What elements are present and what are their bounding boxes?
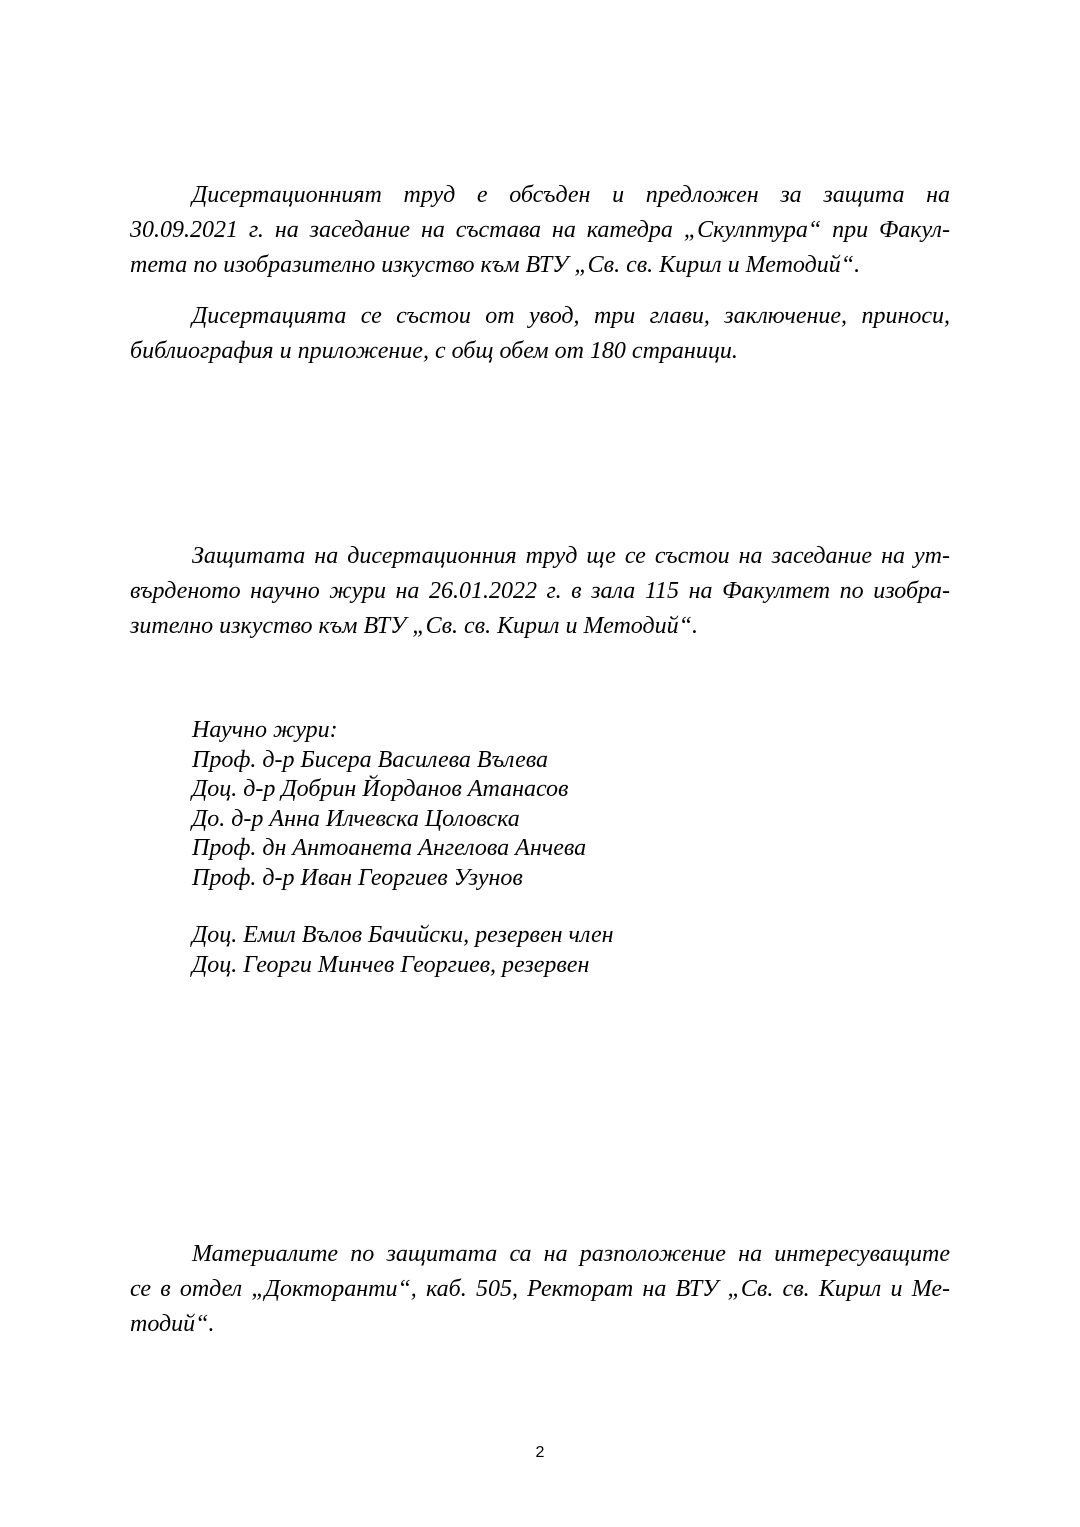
- paragraph-line: Дисертационният труд е обсъден и предложен за защита на: [192, 182, 950, 208]
- paragraph-line: тета по изобразително изкуство към ВТУ „Св. св. Кирил и Методий“.: [130, 252, 861, 278]
- paragraph-line: върденото научно жури на 26.01.2022 г. в зала 115 на Факултет по изобра-: [130, 578, 950, 604]
- paragraph-discussion: [130, 178, 950, 283]
- paragraph-line: библиография и приложение, с общ обем от 180 страници.: [130, 338, 738, 364]
- jury-member: Проф. дн Антоанета Ангелова Анчева: [192, 835, 587, 861]
- paragraph-structure: [130, 299, 950, 369]
- jury-reserve-member: Доц. Георги Минчев Георгиев, резервен: [192, 951, 590, 978]
- jury-list: [192, 716, 586, 893]
- jury-heading: Научно жури:: [192, 717, 338, 743]
- paragraph-line: се в отдел „Докторанти“, каб. 505, Ректорат на ВТУ „Св. св. Кирил и Ме-: [130, 1276, 950, 1302]
- jury-reserves: [192, 921, 614, 980]
- jury-member: Доц. д-р Добрин Йорданов Атанасов: [192, 776, 569, 802]
- paragraph-line: тодий“.: [130, 1311, 215, 1337]
- jury-member: Проф. д-р Бисера Василева Вълева: [192, 746, 549, 773]
- paragraph-line: Дисертацията се състои от увод, три глави, заключение, приноси,: [192, 303, 950, 329]
- jury-member: Проф. д-р Иван Георгиев Узунов: [192, 864, 523, 891]
- paragraph-materials: [130, 1237, 950, 1342]
- jury-member: До. д-р Анна Илчевска Цоловска: [192, 805, 520, 832]
- paragraph-line: зително изкуство към ВТУ „Св. св. Кирил и Методий“.: [130, 613, 698, 639]
- paragraph-line: Материалите по защитата са на разположение на интересуващите: [192, 1241, 950, 1267]
- jury-reserve-member: Доц. Емил Вълов Бачийски, резервен член: [192, 922, 614, 948]
- paragraph-line: Защитата на дисертационния труд ще се състои на заседание на ут-: [192, 543, 950, 569]
- paragraph-defense: [130, 539, 950, 644]
- page-number: 2: [535, 1444, 545, 1461]
- paragraph-line: 30.09.2021 г. на заседание на състава на катедра „Скулптура“ при Факул-: [130, 217, 950, 243]
